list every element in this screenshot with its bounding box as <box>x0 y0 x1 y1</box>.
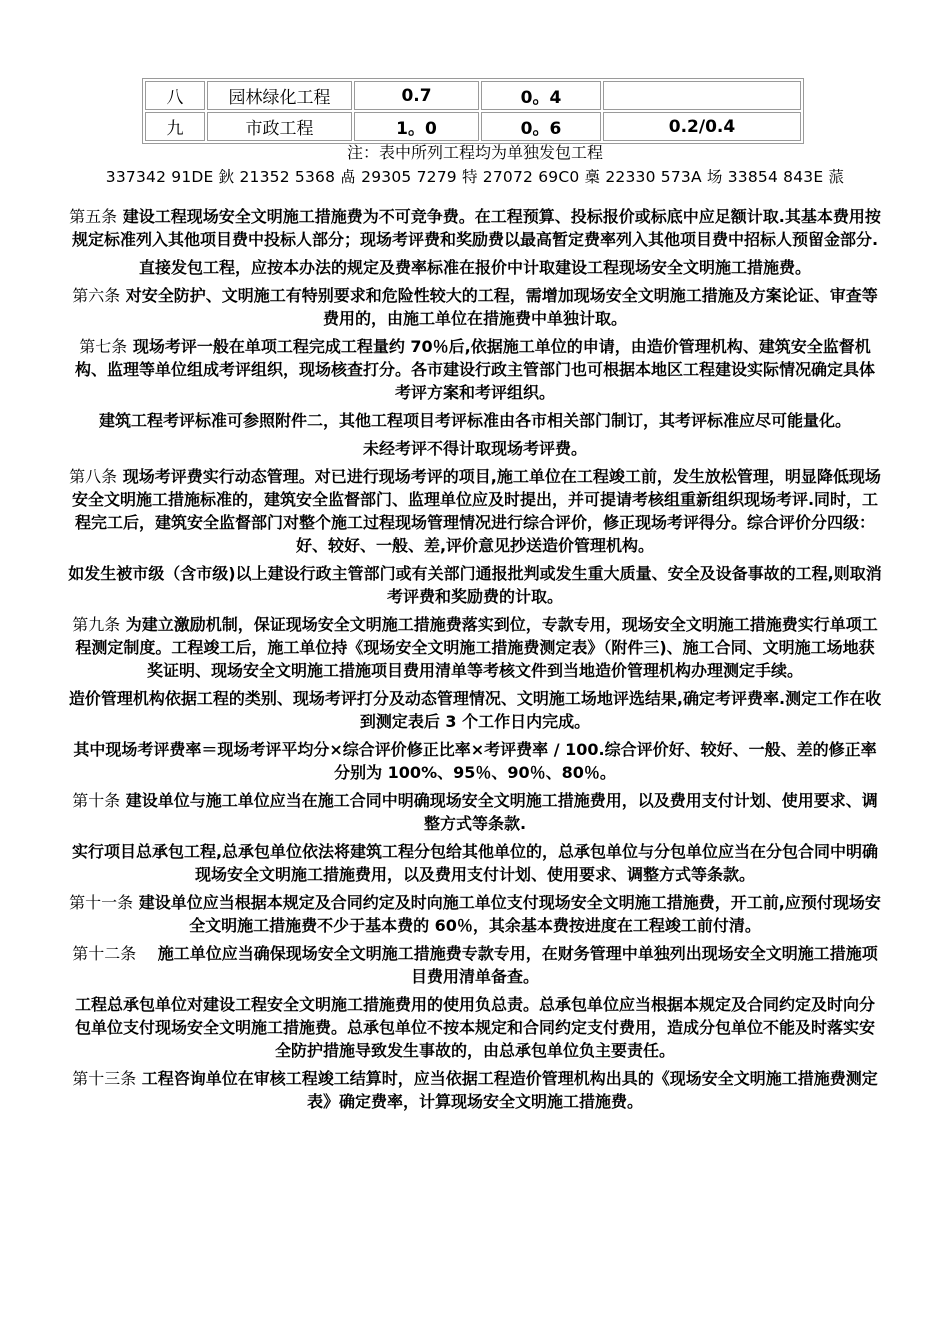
paragraph <box>68 687 882 733</box>
paragraph-text: 现场考评一般在单项工程完成工程量约 70％后,依据施工单位的申请，由造价管理机构、建筑安全监督机构、监理等单位组成考评组织，现场核查打分。各市建设行政主管部门也可根据本地区工程建设实际情况确定具体考评方案和考评组织。 <box>74 337 875 402</box>
rate-cell <box>603 81 801 110</box>
paragraph-text: 建筑工程考评标准可参照附件二，其他工程项目考评标准由各市相关部门制订，其考评标准应尽可能量化。 <box>98 411 851 430</box>
paragraph-text: 造价管理机构依据工程的类别、现场考评打分及动态管理情况、文明施工场地评选结果,确定考评费率.测定工作在收到测定表后 3 个工作日内完成。 <box>68 689 882 731</box>
rate-cell: 0。6 <box>481 112 601 141</box>
paragraph-text: 建设工程现场安全文明施工措施费为不可竞争费。在工程预算、投标报价或标底中应足额计取.其基本费用按规定标准列入其他项目费中投标人部分；现场考评费和奖励费以最高暂定费率列入其他项目费中招标人预留金部分. <box>71 207 881 249</box>
article-number: 第七条 <box>79 337 128 356</box>
paragraph <box>68 256 882 279</box>
paragraph <box>68 738 882 784</box>
document-body <box>68 141 882 1118</box>
rate-cell: 0.2/0.4 <box>603 112 801 141</box>
paragraph-text: 实行项目总承包工程,总承包单位依法将建筑工程分包给其他单位的，总承包单位与分包单位应当在分包合同中明确现场安全文明施工措施费用，以及费用支付计划、使用要求、调整方式等条款。 <box>71 842 879 884</box>
paragraph <box>68 891 882 937</box>
article-number: 第十一条 <box>69 893 134 912</box>
paragraph-text: 现场考评费实行动态管理。对已进行现场考评的项目,施工单位在工程竣工前，发生放松管理，明显降低现场安全文明施工措施标准的，建筑安全监督部门、监理单位应及时提出，并可提请考核组重新组织现场考评.同时，工程完工后，建筑安全监督部门对整个施工过程现场管理情况进行综合评价，修正现场考评得分。综合评价分四级：好、较好、一般、差,评价意见抄送造价管理机构。 <box>71 467 881 555</box>
article-number: 第十二条 <box>72 944 137 963</box>
paragraph <box>68 465 882 557</box>
fee-rate-table <box>142 78 804 144</box>
row-number: 八 <box>145 81 205 110</box>
paragraph-text: 为建立激励机制，保证现场安全文明施工措施费落实到位，专款专用，现场安全文明施工措施费实行单项工程测定制度。工程竣工后，施工单位持《现场安全文明施工措施费测定表》（附件三)、施工合同、文明施工场地获奖证明、现场安全文明施工措施项目费用清单等考核文件到当地造价管理机构办理测定手续。 <box>75 615 878 680</box>
article-number: 第十条 <box>72 791 121 810</box>
paragraph <box>68 613 882 682</box>
article-number: 第八条 <box>69 467 118 486</box>
project-type: 市政工程 <box>207 112 352 141</box>
paragraph-text: 工程咨询单位在审核工程竣工结算时，应当依据工程造价管理机构出具的《现场安全文明施工措施费测定表》确定费率，计算现场安全文明施工措施费。 <box>136 1069 878 1111</box>
character-code-line: 337342 91DE 鈥 21352 5368 卨 29305 7279 特 27072 69C0 槀 22330 573A 场 33854 843E 蒎 <box>105 168 845 186</box>
article-number: 第五条 <box>69 207 118 226</box>
table-row <box>145 81 801 110</box>
paragraph <box>68 205 882 251</box>
paragraph <box>68 840 882 886</box>
row-number: 九 <box>145 112 205 141</box>
paragraph-list <box>68 205 882 1113</box>
rate-cell: 1。0 <box>354 112 479 141</box>
paragraph <box>68 1067 882 1113</box>
paragraph-text: 直接发包工程，应按本办法的规定及费率标准在报价中计取建设工程现场安全文明施工措施费。 <box>138 258 811 277</box>
paragraph <box>68 993 882 1062</box>
paragraph <box>68 942 882 988</box>
paragraph <box>68 437 882 460</box>
paragraph-text: 未经考评不得计取现场考评费。 <box>362 439 587 458</box>
table-note: 注：表中所列工程均为单独发包工程 <box>346 143 603 162</box>
paragraph-text: 施工单位应当确保现场安全文明施工措施费专款专用，在财务管理中单独列出现场安全文明施工措施项目费用清单备查。 <box>136 944 878 986</box>
article-number: 第九条 <box>72 615 121 634</box>
paragraph-text: 其中现场考评费率＝现场考评平均分×综合评价修正比率×考评费率 / 100.综合评价好、较好、一般、差的修正率分别为 100%、95％、90％、80％。 <box>73 740 877 782</box>
paragraph-text: 建设单位与施工单位应当在施工合同中明确现场安全文明施工措施费用，以及费用支付计划、使用要求、调整方式等条款. <box>120 791 878 833</box>
paragraph <box>68 789 882 835</box>
paragraph-text: 建设单位应当根据本规定及合同约定及时向施工单位支付现场安全文明施工措施费，开工前,应预付现场安全文明施工措施费不少于基本费的 60％，其余基本费按进度在工程竣工前付清。 <box>133 893 881 935</box>
paragraph-text: 工程总承包单位对建设工程安全文明施工措施费用的使用负总责。总承包单位应当根据本规定及合同约定及时向分包单位支付现场安全文明施工措施费。总承包单位不按本规定和合同约定支付费用，造成分包单位不能及时落实安全防护措施导致发生事故的，由总承包单位负主要责任。 <box>74 995 875 1060</box>
paragraph-text: 如发生被市级（含市级)以上建设行政主管部门或有关部门通报批判或发生重大质量、安全及设备事故的工程,则取消考评费和奖励费的计取。 <box>68 564 882 606</box>
paragraph-text: 对安全防护、文明施工有特别要求和危险性较大的工程，需增加现场安全文明施工措施及方案论证、审查等费用的，由施工单位在措施费中单独计取。 <box>120 286 878 328</box>
paragraph <box>68 284 882 330</box>
paragraph <box>68 562 882 608</box>
paragraph <box>68 409 882 432</box>
article-number: 第六条 <box>72 286 121 305</box>
rate-cell: 0。4 <box>481 81 601 110</box>
article-number: 第十三条 <box>72 1069 137 1088</box>
project-type: 园林绿化工程 <box>207 81 352 110</box>
spacer <box>68 189 882 205</box>
table-row <box>145 112 801 141</box>
rate-cell: 0.7 <box>354 81 479 110</box>
paragraph <box>68 335 882 404</box>
